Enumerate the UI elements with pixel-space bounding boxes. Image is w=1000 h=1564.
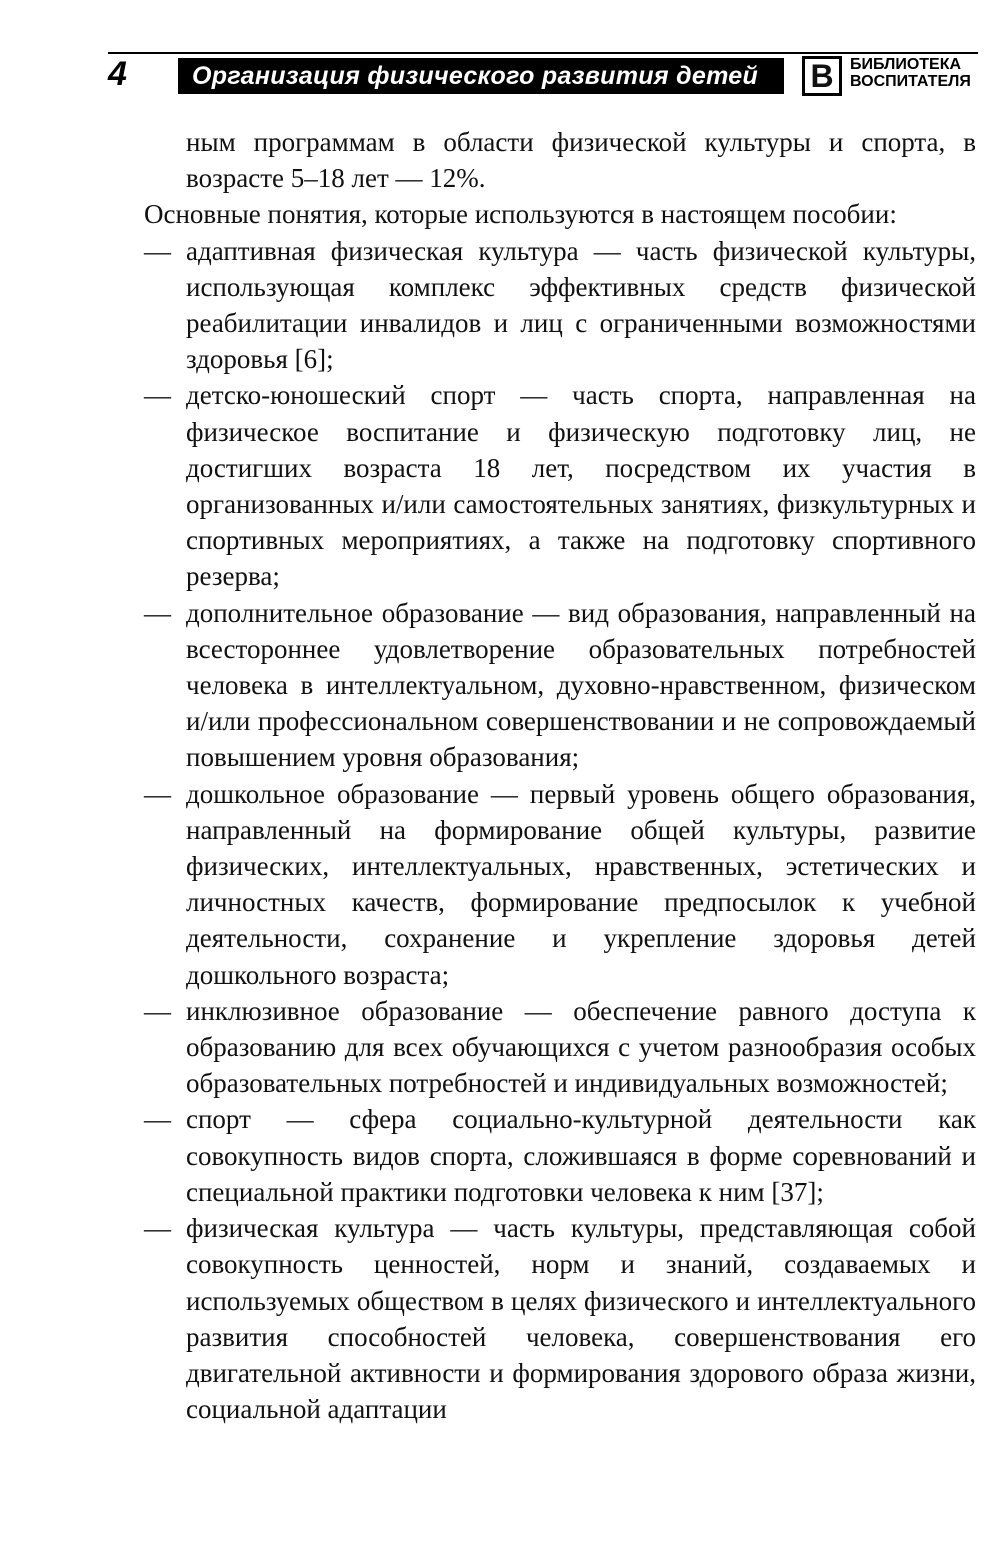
definition-item [144,1101,976,1210]
series-logo [798,52,978,98]
intro-paragraph: Основные понятия, которые используются в настоящем пособии: [144,199,897,230]
definition-item [144,776,976,993]
list-dash: — [144,380,171,411]
logo-letter: В [802,56,842,96]
definition-text: детско-юношеский спорт — часть спорта, направленная на физическое воспитание и физическую подготовку лиц, не достигших возраста 18 лет, посредством их участия в организованных и/или самостоятельных занятиях, физкультурных и спортивных мероприятиях, а также на подготовку спортивного резерва; [186,380,976,592]
page-number: 4 [108,55,127,93]
list-dash: — [144,1104,171,1135]
list-dash: — [144,1213,171,1244]
definition-text: дошкольное образование — первый уровень общего образования, направленный на формирование общей культуры, развитие физических, интеллектуальных, нравственных, эстетических и личностных качеств, формирование предпосылок к учебной деятельности, сохранение и укрепление здоровья детей дошкольного возраста; [186,778,976,990]
definition-text: инклюзивное образование — обеспечение равного доступа к образованию для всех обучающихся с учетом разнообразия особых образовательных потребностей и индивидуальных возможностей; [186,995,976,1099]
list-dash: — [144,995,171,1026]
continuation-paragraph: ным программам в области физической культуры и спорта, в возрасте 5–18 лет — 12%. [186,127,976,194]
running-title-bar [178,58,784,94]
running-title: Организация физического развития детей [192,62,759,90]
definition-text: адаптивная физическая культура — часть физической культуры, использующая комплекс эффективных средств физической реабилитации инвалидов и лиц с ограниченными возможностями здоровья [6]; [186,235,976,375]
definition-text: спорт — сфера социально-культурной деятельности как совокупность видов спорта, сложившаяся в форме соревнований и специальной практики подготовки человека к ним [37]; [186,1104,976,1207]
definition-item [144,1210,976,1427]
list-dash: — [144,235,171,266]
definition-item [144,377,976,594]
definition-text: физическая культура — часть культуры, представляющая собой совокупность ценностей, норм и знаний, создаваемых и используемых обществом в целях физического и интеллектуального развития способностей человека, совершенствования его двигательной активности и формирования здорового образа жизни, социальной адаптации [186,1213,976,1425]
definition-item [144,233,976,378]
logo-text [850,56,971,90]
definition-item [144,993,976,1102]
logo-line-2: ВОСПИТАТЕЛЯ [850,73,971,90]
definition-item [144,595,976,776]
list-dash: — [144,597,171,628]
page-body [144,124,976,1427]
definition-text: дополнительное образование — вид образования, направленный на всестороннее удовлетворение образовательных потребностей человека в интеллектуальном, духовно-нравственном, физическом и/или профессиональном совершенствовании и не сопровождаемый повышением уровня образования; [186,597,976,773]
list-dash: — [144,778,171,809]
page-header [108,52,978,98]
logo-line-1: БИБЛИОТЕКА [850,56,962,73]
